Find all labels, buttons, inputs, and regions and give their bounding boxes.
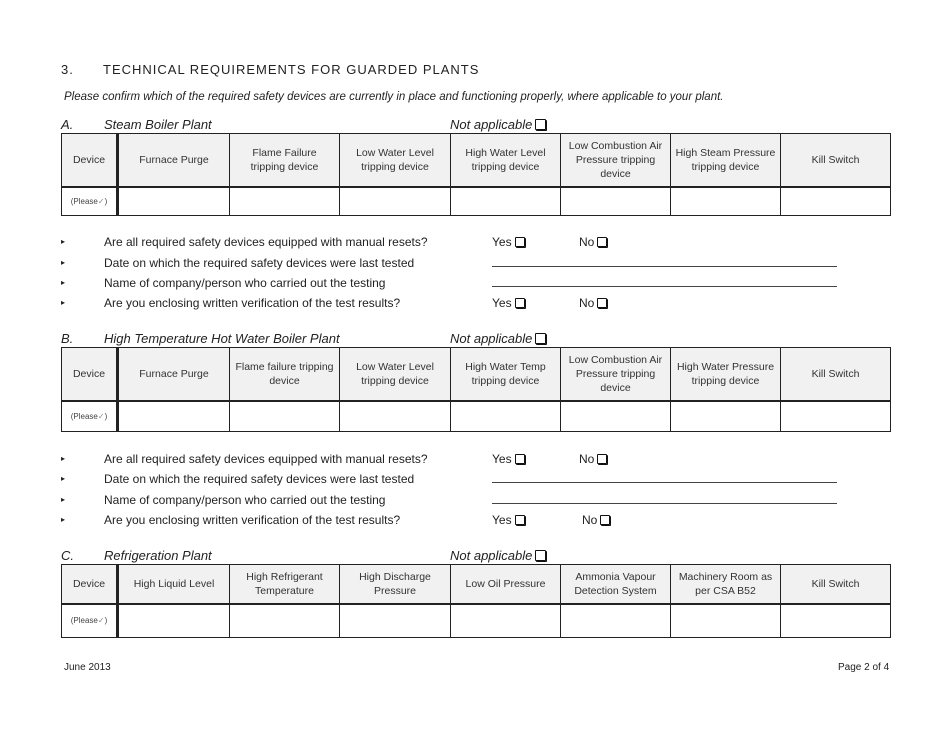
answer-cell[interactable] — [451, 401, 561, 432]
part-a-question-3 — [61, 276, 861, 292]
answer-cell[interactable] — [671, 401, 781, 432]
yes-label: Yes — [492, 235, 512, 249]
part-b-table — [61, 347, 891, 432]
answer-cell[interactable] — [118, 187, 230, 216]
answer-cell[interactable] — [671, 187, 781, 216]
part-b-question-2 — [61, 472, 861, 488]
answer-cell[interactable] — [561, 604, 671, 638]
no-option[interactable] — [579, 296, 607, 310]
answer-cell[interactable] — [781, 187, 891, 216]
part-c-name: Refrigeration Plant — [104, 548, 212, 563]
checkbox-icon[interactable] — [600, 515, 610, 525]
no-label: No — [579, 235, 595, 249]
not-applicable-label: Not applicable — [450, 548, 533, 563]
part-a-name: Steam Boiler Plant — [104, 117, 212, 132]
part-b-question-3 — [61, 493, 861, 509]
header-cell: Kill Switch — [781, 134, 891, 187]
header-cell: Kill Switch — [781, 348, 891, 401]
table-answer-row — [62, 401, 891, 432]
tick-icon: ✓ — [97, 411, 105, 421]
part-b-letter: B. — [61, 331, 74, 346]
question-text: Are you enclosing written verification of the test results? — [104, 296, 401, 310]
no-label: No — [579, 296, 595, 310]
yes-label: Yes — [492, 296, 512, 310]
header-cell: Low Water Level tripping device — [340, 348, 451, 401]
part-c-letter: C. — [61, 548, 74, 563]
table-header-row — [62, 348, 891, 401]
header-cell: Device — [62, 565, 118, 604]
checkbox-icon[interactable] — [515, 454, 525, 464]
not-applicable-label: Not applicable — [450, 331, 533, 346]
table-header-row — [62, 134, 891, 187]
header-cell: Device — [62, 348, 118, 401]
yes-option[interactable] — [492, 296, 525, 310]
question-text: Are all required safety devices equipped with manual resets? — [104, 235, 428, 249]
part-c-table — [61, 564, 891, 638]
header-cell: Furnace Purge — [118, 134, 230, 187]
header-cell: Low Combustion Air Pressure tripping device — [561, 348, 671, 401]
tick-icon: ✓ — [97, 616, 105, 626]
tick-icon: ✓ — [97, 196, 105, 206]
section-title-text: TECHNICAL REQUIREMENTS FOR GUARDED PLANTS — [103, 62, 480, 77]
question-text: Date on which the required safety devices were last tested — [104, 256, 415, 270]
part-a-table — [61, 133, 891, 216]
part-c-not-applicable[interactable] — [450, 548, 546, 563]
header-cell: Kill Switch — [781, 565, 891, 604]
checkbox-icon[interactable] — [597, 454, 607, 464]
header-cell: High Liquid Level — [118, 565, 230, 604]
checkbox-icon[interactable] — [515, 515, 525, 525]
part-b-name: High Temperature Hot Water Boiler Plant — [104, 331, 340, 346]
header-cell: Ammonia Vapour Detection System — [561, 565, 671, 604]
no-label: No — [579, 452, 595, 466]
yes-option[interactable] — [492, 513, 525, 527]
question-text: Name of company/person who carried out the testing — [104, 276, 386, 290]
answer-line[interactable] — [492, 482, 837, 483]
checkbox-icon[interactable] — [597, 298, 607, 308]
header-cell: High Refrigerant Temperature — [230, 565, 340, 604]
part-b-not-applicable[interactable] — [450, 331, 546, 346]
part-a-letter: A. — [61, 117, 74, 132]
yes-option[interactable] — [492, 452, 525, 466]
bullet-icon: ▸ — [61, 474, 66, 483]
yes-label: Yes — [492, 513, 512, 527]
checkbox-icon[interactable] — [535, 333, 546, 344]
answer-cell[interactable] — [671, 604, 781, 638]
part-b-question-1 — [61, 452, 861, 468]
part-a-question-2 — [61, 256, 861, 272]
header-cell: High Water Temp tripping device — [451, 348, 561, 401]
bullet-icon: ▸ — [61, 278, 66, 287]
answer-cell[interactable] — [230, 604, 340, 638]
answer-cell[interactable] — [561, 401, 671, 432]
answer-cell[interactable] — [118, 401, 230, 432]
header-cell: High Steam Pressure tripping device — [671, 134, 781, 187]
answer-line[interactable] — [492, 286, 837, 287]
footer-date: June 2013 — [64, 662, 111, 673]
no-option[interactable] — [582, 513, 610, 527]
header-cell: Flame Failure tripping device — [230, 134, 340, 187]
bullet-icon: ▸ — [61, 515, 66, 524]
answer-cell[interactable] — [451, 187, 561, 216]
table-header-row — [62, 565, 891, 604]
answer-cell[interactable] — [561, 187, 671, 216]
answer-line[interactable] — [492, 266, 837, 267]
part-b-question-4 — [61, 513, 861, 529]
answer-cell[interactable] — [118, 604, 230, 638]
checkbox-icon[interactable] — [515, 237, 525, 247]
section-intro: Please confirm which of the required safety devices are currently in place and functioning properly, where applicable to your plant. — [64, 91, 724, 103]
header-cell: High Discharge Pressure — [340, 565, 451, 604]
header-cell: Low Water Level tripping device — [340, 134, 451, 187]
checkbox-icon[interactable] — [535, 119, 546, 130]
no-option[interactable] — [579, 235, 607, 249]
section-number: 3. — [61, 62, 74, 77]
part-a-heading — [61, 117, 441, 133]
please-close: ) — [104, 616, 108, 626]
please-tick-cell — [62, 604, 118, 638]
header-cell: High Water Pressure tripping device — [671, 348, 781, 401]
answer-cell[interactable] — [230, 401, 340, 432]
header-cell: Furnace Purge — [118, 348, 230, 401]
not-applicable-label: Not applicable — [450, 117, 533, 132]
please-label: (Please — [70, 411, 98, 421]
question-text: Name of company/person who carried out the testing — [104, 493, 386, 507]
part-b-heading — [61, 331, 441, 347]
no-option[interactable] — [579, 452, 607, 466]
table-answer-row — [62, 187, 891, 216]
header-cell: High Water Level tripping device — [451, 134, 561, 187]
answer-cell[interactable] — [340, 187, 451, 216]
please-label: (Please — [70, 616, 98, 626]
please-tick-cell — [62, 401, 118, 432]
answer-cell[interactable] — [340, 401, 451, 432]
header-cell: Machinery Room as per CSA B52 — [671, 565, 781, 604]
bullet-icon: ▸ — [61, 237, 66, 246]
answer-cell[interactable] — [230, 187, 340, 216]
please-close: ) — [104, 411, 108, 421]
answer-cell[interactable] — [340, 604, 451, 638]
no-label: No — [582, 513, 598, 527]
checkbox-icon[interactable] — [515, 298, 525, 308]
bullet-icon: ▸ — [61, 495, 66, 504]
yes-option[interactable] — [492, 235, 525, 249]
question-text: Date on which the required safety devices were last tested — [104, 472, 415, 486]
please-label: (Please — [70, 196, 98, 206]
part-a-not-applicable[interactable] — [450, 117, 546, 132]
footer-page-number: Page 2 of 4 — [838, 662, 890, 673]
answer-cell[interactable] — [781, 604, 891, 638]
please-tick-cell — [62, 187, 118, 216]
part-a-question-4 — [61, 296, 861, 312]
checkbox-icon[interactable] — [597, 237, 607, 247]
header-cell: Low Combustion Air Pressure tripping device — [561, 134, 671, 187]
answer-cell[interactable] — [451, 604, 561, 638]
section-title — [61, 62, 479, 77]
question-text: Are all required safety devices equipped with manual resets? — [104, 452, 428, 466]
bullet-icon: ▸ — [61, 298, 66, 307]
part-c-heading — [61, 548, 441, 564]
bullet-icon: ▸ — [61, 454, 66, 463]
please-close: ) — [104, 196, 108, 206]
table-answer-row — [62, 604, 891, 638]
header-cell: Device — [62, 134, 118, 187]
answer-line[interactable] — [492, 503, 837, 504]
question-text: Are you enclosing written verification of the test results? — [104, 513, 401, 527]
checkbox-icon[interactable] — [535, 550, 546, 561]
yes-label: Yes — [492, 452, 512, 466]
header-cell: Low Oil Pressure — [451, 565, 561, 604]
answer-cell[interactable] — [781, 401, 891, 432]
header-cell: Flame failure tripping device — [230, 348, 340, 401]
part-a-question-1 — [61, 235, 861, 251]
bullet-icon: ▸ — [61, 258, 66, 267]
